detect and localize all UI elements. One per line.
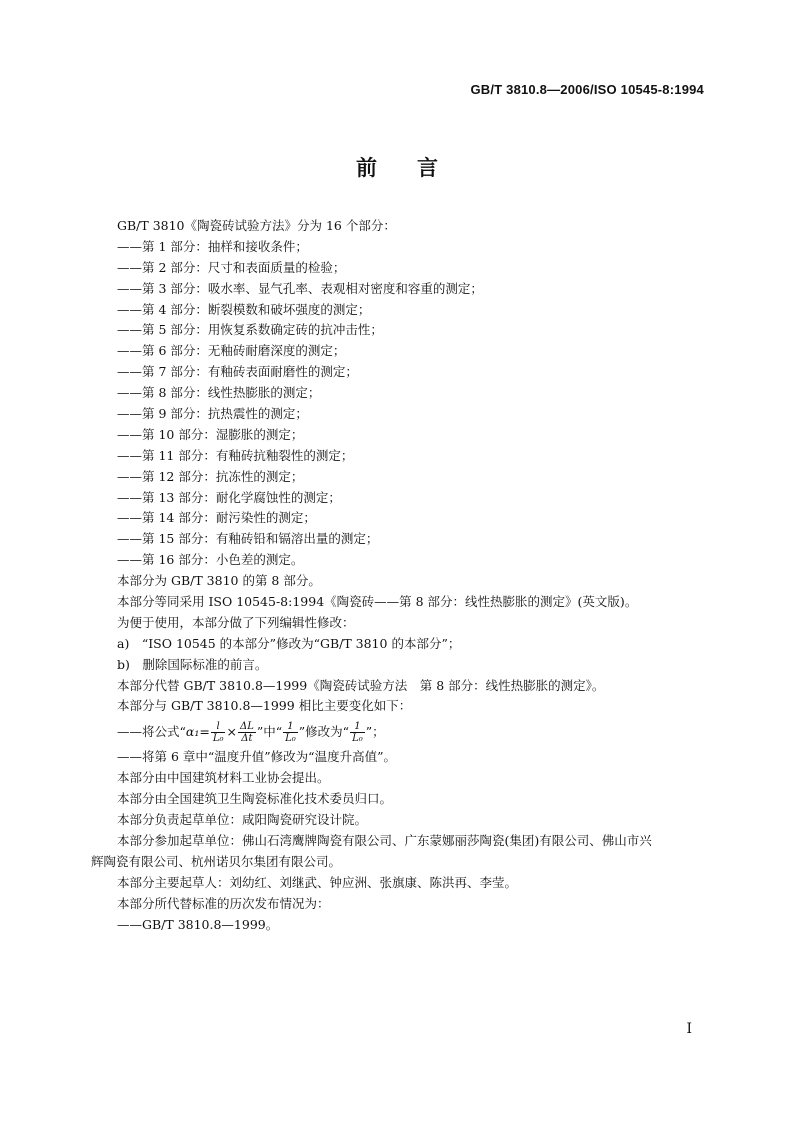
fraction-numerator: 1 (350, 721, 365, 733)
formula-mid: ”中“ (256, 724, 283, 740)
foreword-body (91, 216, 707, 935)
list-item: ——第 9 部分：抗热震性的测定； (117, 406, 308, 422)
list-item: ——第 5 部分：用恢复系数确定砖的抗冲击性； (117, 322, 383, 338)
list-item: ——第 1 部分：抽样和接收条件； (117, 238, 308, 254)
lines-end-block (117, 873, 707, 936)
formula-fraction-3 (283, 721, 298, 744)
list-item: ——第 13 部分：耐化学腐蚀性的测定； (117, 489, 341, 505)
participating-units-paragraph (91, 831, 707, 873)
formula-fraction-1 (211, 721, 226, 744)
paragraph-line: 本部分由全国建筑卫生陶瓷标准化技术委员归口。 (117, 791, 393, 807)
paragraph-line: 为便于使用，本部分做了下列编辑性修改： (117, 614, 355, 630)
formula-fraction-4 (350, 721, 365, 744)
formula-eq: = (199, 724, 210, 740)
list-item: ——GB/T 3810.8—1999。 (117, 916, 279, 932)
list-item: a) “ISO 10545 的本部分”修改为“GB/T 3810 的本部分”； (117, 635, 461, 651)
paragraph-line: 本部分主要起草人：刘幼红、刘继武、钟应洲、张旗康、陈洪再、李莹。 (117, 874, 518, 890)
paragraph-line: 本部分与 GB/T 3810.8—1999 相比主要变化如下： (117, 698, 412, 714)
list-item: ——第 14 部分：耐污染性的测定； (117, 510, 316, 526)
fraction-denominator: Δt (241, 733, 253, 745)
formula-change-line (117, 717, 707, 747)
list-item: ——第 3 部分：吸水率、显气孔率、表观相对密度和容重的测定； (117, 280, 483, 296)
list-item: ——将第 6 章中“温度升值”修改为“温度升高值”。 (117, 749, 396, 765)
fraction-denominator: L₀ (285, 733, 296, 745)
paragraph-line: 本部分等同采用 ISO 10545-8:1994《陶瓷砖——第 8 部分：线性热膨胀的测定》(英文版)。 (117, 594, 638, 610)
paragraph-line: 本部分由中国建筑材料工业协会提出。 (117, 770, 330, 786)
list-item: ——第 4 部分：断裂模数和破坏强度的测定； (117, 301, 371, 317)
fraction-numerator: 1 (283, 721, 298, 733)
lines-block (117, 216, 707, 717)
formula-prefix: ——将公式“ (117, 724, 186, 740)
formula-mid2: ”修改为“ (298, 724, 350, 740)
title-char-1: 前 (356, 156, 377, 180)
fraction-numerator: l (211, 721, 226, 733)
formula-times: × (226, 724, 237, 740)
page-number: I (686, 1021, 692, 1037)
list-item: ——第 12 部分：抗冻性的测定； (117, 468, 304, 484)
formula-alpha: α₁ (185, 724, 200, 740)
paragraph-line: GB/T 3810《陶瓷砖试验方法》分为 16 个部分： (117, 218, 396, 233)
paragraph-line: 本部分为 GB/T 3810 的第 8 部分。 (117, 573, 321, 589)
fraction-numerator: ΔL (239, 721, 254, 733)
list-item: ——第 2 部分：尺寸和表面质量的检验； (117, 259, 346, 275)
list-item: ——第 16 部分：小色差的测定。 (117, 552, 304, 568)
list-item: ——第 11 部分：有釉砖抗釉裂性的测定； (117, 447, 354, 463)
list-item: ——第 10 部分：湿膨胀的测定； (117, 426, 304, 442)
fraction-denominator: L₀ (352, 733, 363, 745)
list-item: ——第 7 部分：有釉砖表面耐磨性的测定； (117, 364, 358, 380)
paragraph-continuation: 辉陶瓷有限公司、杭州诺贝尔集团有限公司。 (91, 853, 342, 869)
paragraph-line: 本部分负责起草单位：咸阳陶瓷研究设计院。 (117, 812, 368, 828)
standard-number-header: GB/T 3810.8—2006/ISO 10545-8:1994 (470, 82, 704, 97)
title-char-2: 言 (417, 156, 438, 180)
lines-after-block (117, 747, 707, 831)
paragraph-line: 本部分代替 GB/T 3810.8—1999《陶瓷砖试验方法 第 8 部分：线性热膨胀的测定》。 (117, 677, 605, 693)
paragraph-line: 本部分参加起草单位：佛山石湾鹰牌陶瓷有限公司、广东蒙娜丽莎陶瓷(集团)有限公司、佛山市兴 (117, 832, 652, 848)
formula-fraction-2 (238, 721, 256, 744)
paragraph-line: 本部分所代替标准的历次发布情况为： (117, 895, 330, 911)
formula-suffix: ”； (365, 724, 385, 740)
list-item: ——第 8 部分：线性热膨胀的测定； (117, 385, 321, 401)
fraction-denominator: L₀ (212, 733, 224, 745)
list-item: ——第 15 部分：有釉砖铅和镉溶出量的测定； (117, 531, 379, 547)
list-item: b) 删除国际标准的前言。 (117, 656, 268, 672)
page-title (0, 152, 794, 182)
list-item: ——第 6 部分：无釉砖耐磨深度的测定； (117, 343, 346, 359)
